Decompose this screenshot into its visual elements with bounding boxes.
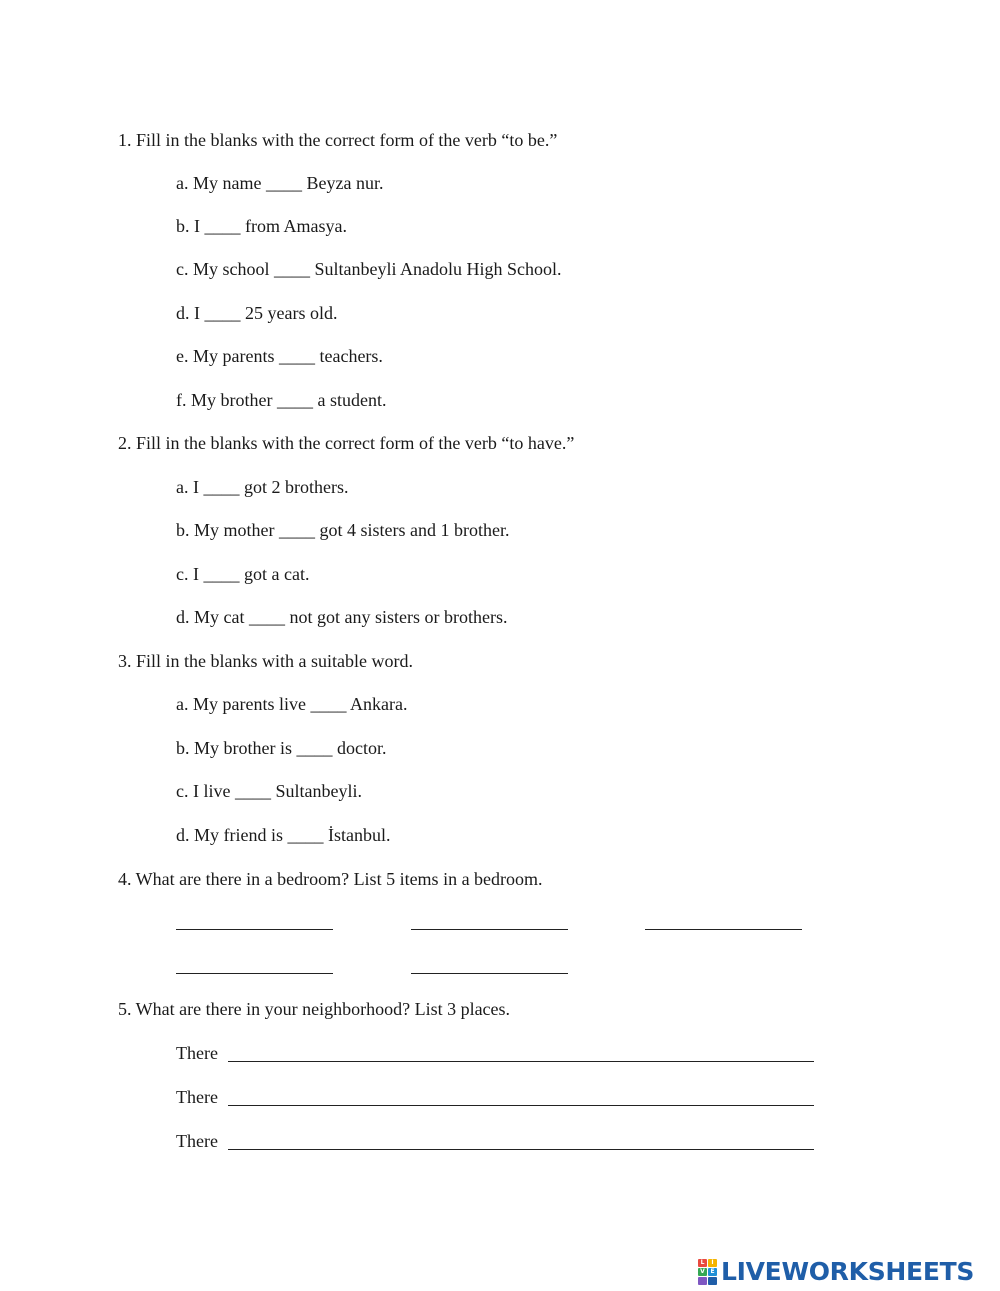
question-1-item-d: d. I ____ 25 years old.	[176, 303, 338, 323]
question-2-item-b: b. My mother ____ got 4 sisters and 1 brother.	[176, 520, 510, 540]
neighborhood-row-1	[176, 1042, 816, 1066]
neighborhood-row-3	[176, 1130, 816, 1154]
question-1-item-f: f. My brother ____ a student.	[176, 390, 387, 410]
there-label: There	[176, 1131, 218, 1151]
logo-block: L	[698, 1259, 707, 1267]
logo-text: LIVEWORKSHEETS	[721, 1257, 975, 1286]
bedroom-item-blank-4[interactable]	[176, 973, 333, 974]
question-2-item-a: a. I ____ got 2 brothers.	[176, 477, 349, 497]
question-1-item-b: b. I ____ from Amasya.	[176, 216, 347, 236]
question-2-item-d: d. My cat ____ not got any sisters or brothers.	[176, 607, 508, 627]
question-1-item-a: a. My name ____ Beyza nur.	[176, 173, 384, 193]
question-5-prompt: 5. What are there in your neighborhood? List 3 places.	[118, 999, 511, 1019]
question-3-item-a: a. My parents live ____ Ankara.	[176, 694, 408, 714]
question-3-item-d: d. My friend is ____ İstanbul.	[176, 825, 391, 845]
bedroom-item-blank-2[interactable]	[411, 929, 568, 930]
neighborhood-answer-line-1[interactable]	[228, 1061, 814, 1062]
bedroom-item-blank-1[interactable]	[176, 929, 333, 930]
logo-block: I	[708, 1259, 717, 1267]
logo-block: E	[708, 1268, 717, 1276]
question-3-item-b: b. My brother is ____ doctor.	[176, 738, 387, 758]
there-label: There	[176, 1087, 218, 1107]
there-label: There	[176, 1043, 218, 1063]
logo-block: V	[698, 1268, 707, 1276]
neighborhood-answer-line-2[interactable]	[228, 1105, 814, 1106]
liveworksheets-logo	[698, 1258, 974, 1286]
bedroom-item-blank-5[interactable]	[411, 973, 568, 974]
question-3-item-c: c. I live ____ Sultanbeyli.	[176, 781, 362, 801]
logo-blocks-icon	[698, 1259, 717, 1285]
question-2-item-c: c. I ____ got a cat.	[176, 564, 310, 584]
question-1-prompt: 1. Fill in the blanks with the correct form of the verb “to be.”	[118, 130, 558, 150]
logo-block	[698, 1277, 707, 1285]
bedroom-item-blank-3[interactable]	[645, 929, 802, 930]
question-1-item-c: c. My school ____ Sultanbeyli Anadolu High School.	[176, 259, 562, 279]
neighborhood-answer-line-3[interactable]	[228, 1149, 814, 1150]
neighborhood-row-2	[176, 1086, 816, 1110]
question-1-item-e: e. My parents ____ teachers.	[176, 346, 383, 366]
question-2-prompt: 2. Fill in the blanks with the correct form of the verb “to have.”	[118, 433, 575, 453]
logo-block	[708, 1277, 717, 1285]
question-3-prompt: 3. Fill in the blanks with a suitable word.	[118, 651, 413, 671]
question-4-prompt: 4. What are there in a bedroom? List 5 items in a bedroom.	[118, 869, 543, 889]
